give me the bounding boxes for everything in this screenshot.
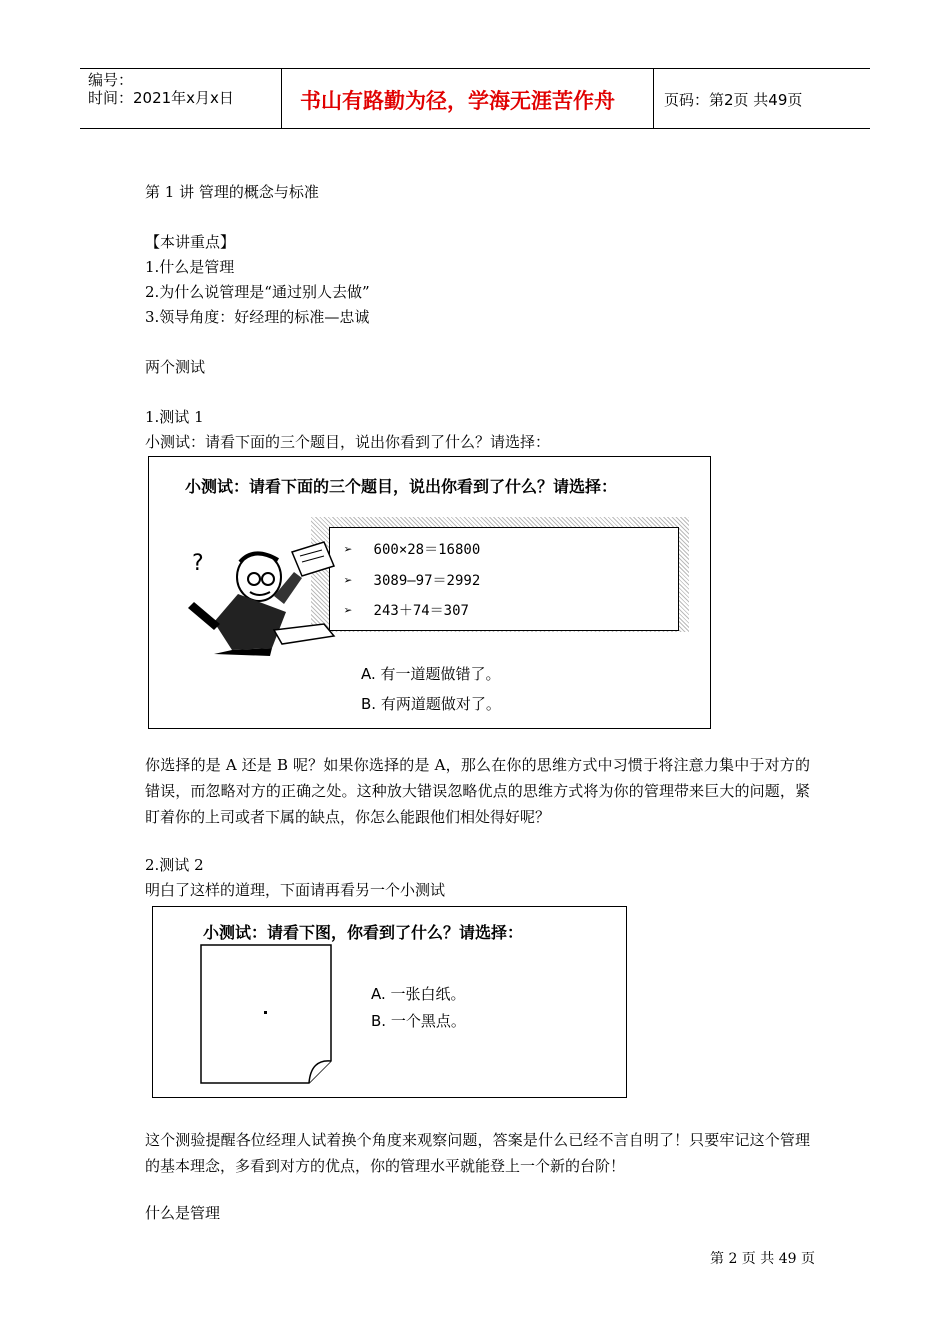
bullet-arrow-icon: ➢ (344, 603, 353, 619)
focus-heading: 【本讲重点】 (145, 233, 236, 251)
figure1-option-a: A. 有一道题做错了。 (361, 665, 501, 683)
paragraph-test2-explanation: 这个测验提醒各位经理人试着换个角度来观察问题，答案是什么已经不言自明了！只要牢记这个管理的基本理念，多看到对方的优点，你的管理水平就能登上一个新的台阶！ (145, 1131, 810, 1175)
equation-1: 600×28＝16800 (373, 542, 481, 558)
bullet-arrow-icon: ➢ (344, 573, 353, 589)
figure1-title: 小测试：请看下面的三个题目，说出你看到了什么？请选择： (185, 477, 618, 496)
figure1-option-b: B. 有两道题做对了。 (361, 695, 501, 713)
equation-2: 3089—97＝2992 (373, 573, 481, 589)
figure1-equation-panel (329, 527, 679, 631)
test1-heading: 1.测试 1 (145, 408, 204, 426)
header-bottom-rule (80, 128, 870, 129)
equation-row (344, 570, 480, 590)
black-dot (264, 1011, 267, 1014)
equation-3: 243＋74＝307 (373, 603, 469, 619)
header-time-label: 时间：2021年x月x日 (88, 89, 234, 107)
figure-test2 (152, 906, 627, 1098)
paragraph-test1-explanation: 你选择的是 A 还是 B 呢？如果你选择的是 A，那么在你的思维方式中习惯于将注意力集中于对方的错误，而忽略对方的正确之处。这种放大错误忽略优点的思维方式将为你的管理带来巨大的问题，紧盯着你的上司或者下属的缺点，你怎么能跟他们相处得好呢？ (145, 756, 810, 826)
header-page-label: 页码：第2页 共49页 (664, 91, 803, 109)
equation-row (344, 600, 469, 620)
focus-item-2: 2.为什么说管理是“通过别人去做” (145, 283, 370, 301)
white-paper-illustration (199, 943, 335, 1085)
equation-row (344, 539, 480, 559)
thinking-man-illustration (174, 532, 344, 657)
footer-page-number: 第 2 页 共 49 页 (710, 1251, 815, 1267)
test2-heading: 2.测试 2 (145, 856, 204, 874)
test1-intro: 小测试：请看下面的三个题目，说出你看到了什么？请选择： (145, 433, 551, 451)
figure2-option-b: B. 一个黑点。 (371, 1012, 466, 1030)
focus-item-3: 3.领导角度：好经理的标准—忠诚 (145, 308, 370, 326)
header-divider-right (653, 68, 654, 128)
two-tests-heading: 两个测试 (145, 358, 206, 376)
svg-text:?: ? (192, 551, 204, 576)
header-number-label: 编号： (88, 71, 134, 89)
section-what-is-management: 什么是管理 (145, 1204, 221, 1222)
bullet-arrow-icon: ➢ (344, 542, 353, 558)
test2-intro: 明白了这样的道理，下面请再看另一个小测试 (145, 881, 446, 899)
focus-item-1: 1.什么是管理 (145, 258, 235, 276)
figure-test1 (148, 456, 711, 729)
header-motto: 书山有路勤为径，学海无涯苦作舟 (300, 89, 615, 113)
header-top-rule (80, 68, 870, 69)
figure2-option-a: A. 一张白纸。 (371, 985, 466, 1003)
lecture-title: 第 1 讲 管理的概念与标准 (145, 183, 319, 201)
figure2-title: 小测试：请看下图，你看到了什么？请选择： (203, 923, 524, 942)
header-divider-left (281, 68, 282, 128)
